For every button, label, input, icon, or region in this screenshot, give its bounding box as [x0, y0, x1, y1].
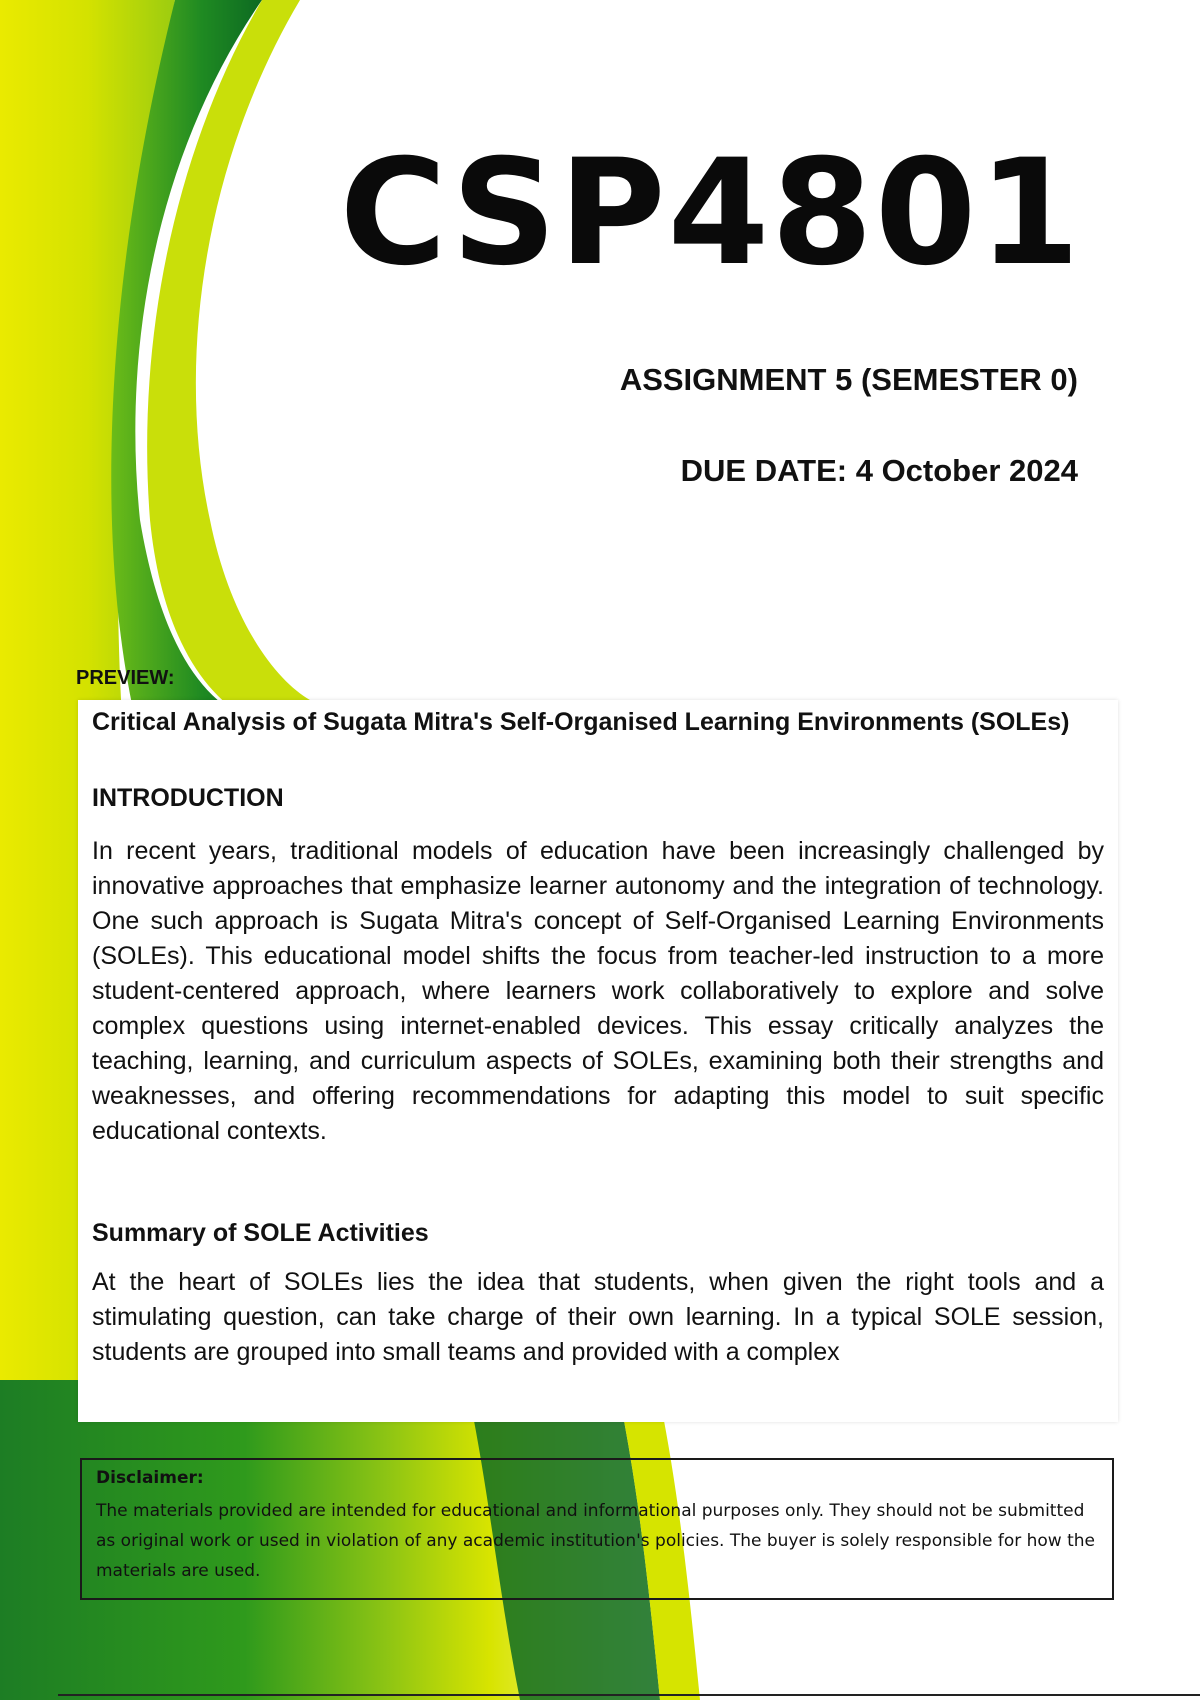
assignment-label: ASSIGNMENT 5 (SEMESTER 0) [619, 362, 1078, 397]
essay-title: Critical Analysis of Sugata Mitra's Self-Organised Learning Environments (SOLEs) [92, 708, 1070, 736]
summary-paragraph: At the heart of SOLEs lies the idea that students, when given the right tools and a stimulating question, can take charge of their own learning. In a typical SOLE session, students are grouped into small teams and provided with a complex [92, 1268, 1104, 1366]
disclaimer-title: Disclaimer: [96, 1468, 204, 1488]
introduction-paragraph: In recent years, traditional models of education have been increasingly challenged by innovative approaches that emphasize learner autonomy and the integration of technology. One such approach is Sugata Mitra's concept of Self-Organised Learning Environments (SOLEs). This educational model shifts the focus from teacher-led instruction to a more student-centered approach, where learners work collaboratively to explore and solve complex questions using internet-enabled devices. This essay critically analyzes the teaching, learning, and curriculum aspects of SOLEs, examining both their strengths and weaknesses, and offering recommendations for adapting this model to suit specific educational contexts. [92, 837, 1104, 1145]
section-heading-introduction: INTRODUCTION [92, 784, 284, 812]
disclaimer-box [80, 1458, 1114, 1600]
section-heading-summary: Summary of SOLE Activities [92, 1219, 429, 1247]
course-code-title: CSP4801 [339, 128, 1082, 298]
preview-panel [78, 700, 1118, 1422]
preview-label: PREVIEW: [76, 667, 175, 689]
disclaimer-text: The materials provided are intended for educational and informational purposes only. They should not be submitted as original work or used in violation of any academic institution's policies. The buyer is solely responsible for how the materials are used. [96, 1501, 1095, 1581]
due-date: DUE DATE: 4 October 2024 [680, 453, 1078, 488]
bottom-divider [58, 1694, 1200, 1696]
